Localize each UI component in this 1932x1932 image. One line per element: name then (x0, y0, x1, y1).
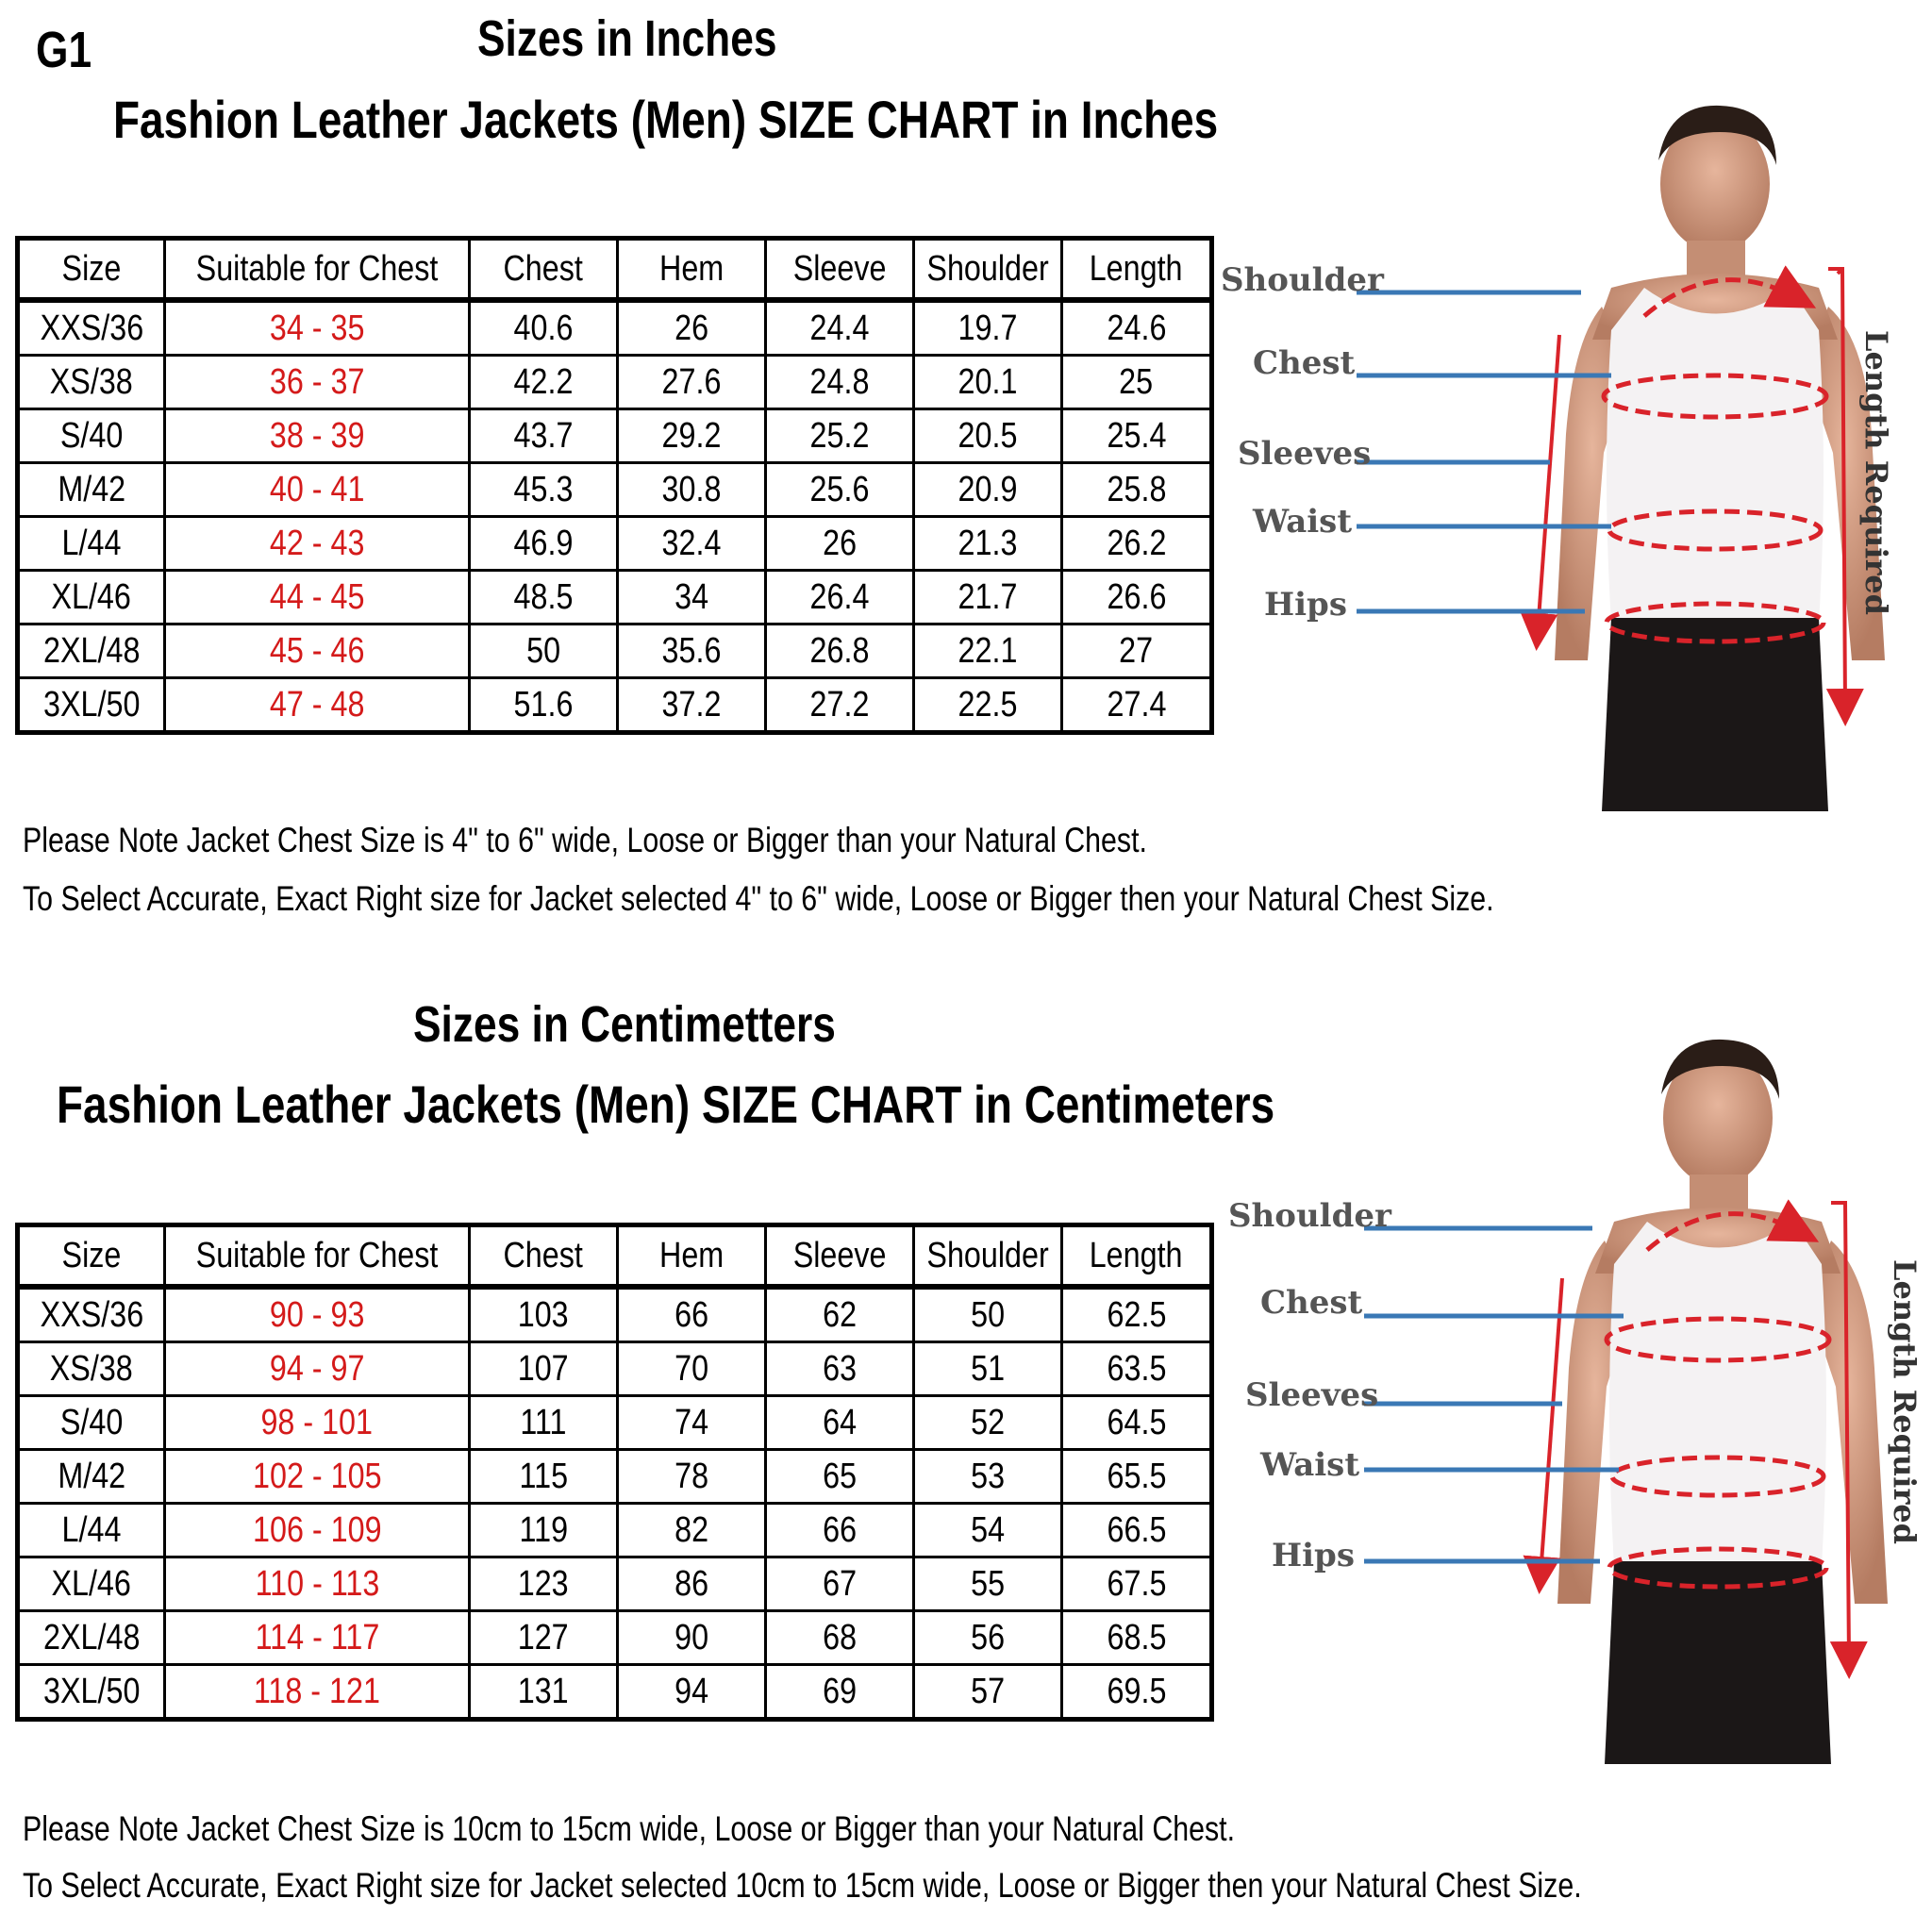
table-cell (18, 1504, 165, 1557)
inches-size-table (15, 236, 1214, 735)
cell-value: 36 - 37 (269, 361, 365, 402)
cell-value: 27.6 (661, 361, 722, 402)
table-cell (470, 571, 618, 625)
cell-value: XS/38 (49, 361, 134, 402)
chart-code: G1 (36, 22, 92, 78)
table-cell (1062, 517, 1212, 571)
cell-value: 94 - 97 (269, 1348, 365, 1389)
table-cell (470, 409, 618, 463)
cell-value: 64.5 (1107, 1402, 1166, 1442)
table-cell (766, 1504, 914, 1557)
column-header-label: Hem (658, 1235, 724, 1275)
table-cell (470, 463, 618, 517)
cell-value: 53 (971, 1456, 1005, 1496)
cell-value: 63 (823, 1348, 857, 1389)
table-cell (1062, 678, 1212, 733)
column-header-label: Chest (503, 1235, 584, 1275)
cell-value: 26 (823, 523, 857, 563)
cell-value: 38 - 39 (269, 415, 365, 456)
cell-value: L/44 (61, 523, 122, 563)
table-row (18, 1450, 1212, 1504)
cell-value: 54 (971, 1509, 1005, 1550)
cell-value: 44 - 45 (269, 576, 365, 617)
cell-value: 50 (971, 1294, 1005, 1335)
cell-value: 68.5 (1107, 1617, 1166, 1657)
cell-value: 51.6 (513, 684, 574, 724)
table-cell (18, 1611, 165, 1665)
table-cell (914, 1450, 1062, 1504)
cell-value: 45 - 46 (269, 630, 365, 671)
chest-range-cell (165, 1665, 470, 1720)
cell-value: XXS/36 (40, 308, 143, 348)
column-header (165, 239, 470, 301)
table-cell (18, 678, 165, 733)
pants (1602, 618, 1828, 811)
table-cell (618, 678, 766, 733)
table-cell (618, 463, 766, 517)
cell-value: M/42 (58, 1456, 125, 1496)
cell-value: 2XL/48 (42, 1617, 141, 1657)
label-chest-cm: Chest (1260, 1284, 1363, 1322)
label-sleeves-cm: Sleeves (1245, 1376, 1379, 1414)
table-cell (618, 1450, 766, 1504)
cell-value: 25.2 (809, 415, 870, 456)
cell-value: 65 (823, 1456, 857, 1496)
cell-value: 57 (971, 1671, 1005, 1711)
table-cell (1062, 571, 1212, 625)
table-cell (1062, 463, 1212, 517)
column-header (766, 239, 914, 301)
column-header-label: Shoulder (926, 1235, 1049, 1275)
measurement-figure-inches (1215, 94, 1932, 811)
inches-chart-title: Fashion Leather Jackets (Men) SIZE CHART in Inches (113, 90, 1219, 149)
cell-value: 66.5 (1107, 1509, 1166, 1550)
cell-value: XL/46 (51, 1563, 132, 1604)
table-cell (1062, 625, 1212, 678)
table-cell (1062, 1557, 1212, 1611)
table-cell (766, 1611, 914, 1665)
column-header (914, 1225, 1062, 1288)
cell-value: 3XL/50 (42, 684, 141, 724)
cell-value: 42.2 (513, 361, 574, 402)
table-cell (618, 356, 766, 409)
cell-value: 22.5 (958, 684, 1018, 724)
cell-value: 27.2 (809, 684, 870, 724)
cell-value: 107 (518, 1348, 569, 1389)
label-waist: Waist (1253, 503, 1353, 541)
label-waist-cm: Waist (1260, 1446, 1360, 1484)
table-row (18, 1396, 1212, 1450)
cm-chart-title: Fashion Leather Jackets (Men) SIZE CHART in Centimeters (57, 1074, 1275, 1134)
table-cell (18, 1396, 165, 1450)
table-cell (18, 1557, 165, 1611)
cell-value: 27 (1119, 630, 1154, 671)
cell-value: 127 (518, 1617, 569, 1657)
cell-value: 82 (675, 1509, 708, 1550)
table-row (18, 1287, 1212, 1342)
cell-value: 47 - 48 (269, 684, 365, 724)
cell-value: 67 (823, 1563, 857, 1604)
table-cell (914, 1665, 1062, 1720)
cell-value: 98 - 101 (260, 1402, 374, 1442)
cell-value: 26.4 (809, 576, 870, 617)
label-hips: Hips (1264, 586, 1347, 624)
column-header-label: Shoulder (926, 248, 1049, 289)
table-cell (766, 409, 914, 463)
chest-range-cell (165, 409, 470, 463)
cell-value: 46.9 (513, 523, 574, 563)
table-row (18, 625, 1212, 678)
cell-value: 123 (518, 1563, 569, 1604)
table-cell (914, 625, 1062, 678)
table-cell (766, 1342, 914, 1396)
chest-range-cell (165, 1611, 470, 1665)
cell-value: 45.3 (513, 469, 574, 509)
table-cell (1062, 1342, 1212, 1396)
cell-value: 26.6 (1107, 576, 1166, 617)
table-row (18, 463, 1212, 517)
cell-value: 19.7 (958, 308, 1018, 348)
table-cell (1062, 1450, 1212, 1504)
column-header (618, 239, 766, 301)
table-row (18, 1557, 1212, 1611)
table-row (18, 300, 1212, 356)
table-cell (618, 517, 766, 571)
column-header (1062, 239, 1212, 301)
chest-range-cell (165, 678, 470, 733)
cell-value: 69 (823, 1671, 857, 1711)
table-cell (766, 1287, 914, 1342)
table-cell (914, 1504, 1062, 1557)
table-cell (914, 1342, 1062, 1396)
table-cell (618, 625, 766, 678)
measurement-figure-cm (1223, 1028, 1932, 1764)
cell-value: 65.5 (1107, 1456, 1166, 1496)
cell-value: 90 - 93 (269, 1294, 365, 1335)
cell-value: 30.8 (661, 469, 722, 509)
cell-value: 26 (675, 308, 708, 348)
table-cell (618, 300, 766, 356)
inches-unit-title: Sizes in Inches (477, 10, 777, 67)
table-cell (18, 1665, 165, 1720)
cell-value: 94 (675, 1671, 708, 1711)
cell-value: 64 (823, 1402, 857, 1442)
cell-value: 115 (519, 1456, 568, 1496)
column-header-label: Sleeve (792, 248, 887, 289)
table-cell (1062, 1665, 1212, 1720)
label-hips-cm: Hips (1272, 1537, 1355, 1574)
cell-value: 21.3 (958, 523, 1018, 563)
table-cell (18, 571, 165, 625)
table-cell (1062, 300, 1212, 356)
table-cell (618, 1396, 766, 1450)
table-cell (470, 300, 618, 356)
label-chest: Chest (1253, 344, 1356, 382)
table-cell (618, 1665, 766, 1720)
table-cell (914, 1611, 1062, 1665)
cell-value: 78 (675, 1456, 708, 1496)
table-row (18, 1342, 1212, 1396)
cell-value: XXS/36 (40, 1294, 143, 1335)
cell-value: 63.5 (1107, 1348, 1166, 1389)
table-cell (470, 517, 618, 571)
table-cell (766, 571, 914, 625)
table-cell (914, 678, 1062, 733)
chest-range-cell (165, 1287, 470, 1342)
column-header (914, 239, 1062, 301)
table-cell (618, 1342, 766, 1396)
cell-value: 43.7 (513, 415, 574, 456)
cell-value: 103 (518, 1294, 569, 1335)
cell-value: 20.9 (958, 469, 1018, 509)
chest-range-cell (165, 625, 470, 678)
table-cell (470, 1504, 618, 1557)
table-cell (618, 571, 766, 625)
cell-value: 27.4 (1107, 684, 1166, 724)
table-cell (914, 517, 1062, 571)
label-shoulder-cm: Shoulder (1228, 1197, 1391, 1235)
cell-value: 66 (823, 1509, 857, 1550)
cell-value: 26.8 (809, 630, 870, 671)
table-cell (914, 571, 1062, 625)
cell-value: 25.8 (1107, 469, 1166, 509)
column-header-label: Suitable for Chest (195, 248, 439, 289)
column-header-label: Sleeve (792, 1235, 887, 1275)
cell-value: 52 (971, 1402, 1005, 1442)
chest-range-cell (165, 1396, 470, 1450)
cell-value: 40.6 (513, 308, 574, 348)
label-shoulder: Shoulder (1221, 261, 1384, 299)
table-row (18, 571, 1212, 625)
table-cell (618, 409, 766, 463)
table-cell (18, 300, 165, 356)
table-cell (18, 409, 165, 463)
table-cell (1062, 356, 1212, 409)
cell-value: 62.5 (1107, 1294, 1166, 1335)
cell-value: XL/46 (51, 576, 132, 617)
cell-value: 20.5 (958, 415, 1018, 456)
table-cell (18, 1450, 165, 1504)
table-cell (914, 1287, 1062, 1342)
column-header (18, 1225, 165, 1288)
column-header-label: Chest (503, 248, 584, 289)
table-cell (766, 1557, 914, 1611)
chest-range-cell (165, 1342, 470, 1396)
cell-value: 3XL/50 (42, 1671, 141, 1711)
table-row (18, 1665, 1212, 1720)
table-cell (18, 517, 165, 571)
column-header (1062, 1225, 1212, 1288)
table-cell (1062, 409, 1212, 463)
cell-value: S/40 (59, 1402, 124, 1442)
table-cell (470, 1611, 618, 1665)
cell-value: 55 (971, 1563, 1005, 1604)
cell-value: 24.6 (1107, 308, 1166, 348)
table-row (18, 517, 1212, 571)
cell-value: 118 - 121 (253, 1671, 381, 1711)
cell-value: 25.4 (1107, 415, 1166, 456)
cell-value: 69.5 (1107, 1671, 1166, 1711)
table-cell (914, 1396, 1062, 1450)
cell-value: 114 - 117 (255, 1617, 379, 1657)
cell-value: XS/38 (49, 1348, 134, 1389)
column-header-label: Hem (658, 248, 724, 289)
cell-value: 2XL/48 (42, 630, 141, 671)
table-cell (1062, 1287, 1212, 1342)
cell-value: 102 - 105 (252, 1456, 382, 1496)
cm-size-table (15, 1223, 1214, 1722)
cell-value: 22.1 (958, 630, 1018, 671)
inches-note-1: Please Note Jacket Chest Size is 4" to 6" wide, Loose or Bigger than your Natural Chest. (23, 821, 1147, 859)
table-cell (766, 1450, 914, 1504)
column-header-label: Length (1090, 248, 1183, 289)
table-cell (618, 1557, 766, 1611)
cell-value: 34 (675, 576, 708, 617)
cell-value: 26.2 (1107, 523, 1166, 563)
cm-note-2: To Select Accurate, Exact Right size for Jacket selected 10cm to 15cm wide, Loose or Bigger then your Natural Chest Size. (23, 1866, 1582, 1905)
table-row (18, 1611, 1212, 1665)
table-cell (766, 1665, 914, 1720)
cell-value: 35.6 (661, 630, 722, 671)
chest-range-cell (165, 1504, 470, 1557)
inches-note-2: To Select Accurate, Exact Right size for Jacket selected 4" to 6" wide, Loose or Bigger then your Natural Chest Size. (23, 879, 1494, 918)
table-cell (1062, 1504, 1212, 1557)
cell-value: 119 (519, 1509, 568, 1550)
table-cell (18, 356, 165, 409)
table-cell (18, 625, 165, 678)
table-cell (470, 1342, 618, 1396)
cm-note-1: Please Note Jacket Chest Size is 10cm to 15cm wide, Loose or Bigger than your Natural Chest. (23, 1809, 1236, 1848)
table-cell (470, 356, 618, 409)
table-cell (914, 300, 1062, 356)
chest-range-cell (165, 517, 470, 571)
column-header (618, 1225, 766, 1288)
cell-value: 74 (675, 1402, 708, 1442)
cell-value: 24.4 (809, 308, 870, 348)
cell-value: 32.4 (661, 523, 722, 563)
table-cell (618, 1504, 766, 1557)
table-cell (766, 1396, 914, 1450)
column-header-label: Length (1090, 1235, 1183, 1275)
cell-value: 70 (675, 1348, 708, 1389)
cell-value: 90 (675, 1617, 708, 1657)
table-cell (470, 1557, 618, 1611)
tank-top (1607, 288, 1824, 623)
cell-value: 42 - 43 (269, 523, 365, 563)
cell-value: 51 (971, 1348, 1005, 1389)
cell-value: 25 (1119, 361, 1154, 402)
table-row (18, 356, 1212, 409)
cell-value: 106 - 109 (252, 1509, 382, 1550)
table-cell (18, 463, 165, 517)
chest-range-cell (165, 1450, 470, 1504)
table-cell (470, 1396, 618, 1450)
table-cell (18, 1342, 165, 1396)
chest-range-cell (165, 300, 470, 356)
cell-value: 25.6 (809, 469, 870, 509)
cell-value: 86 (675, 1563, 708, 1604)
cell-value: 21.7 (958, 576, 1018, 617)
table-cell (766, 463, 914, 517)
cell-value: 40 - 41 (269, 469, 365, 509)
column-header-label: Suitable for Chest (195, 1235, 439, 1275)
table-row (18, 409, 1212, 463)
table-cell (766, 678, 914, 733)
chest-range-cell (165, 463, 470, 517)
table-cell (470, 678, 618, 733)
cell-value: 66 (675, 1294, 708, 1335)
table-cell (766, 300, 914, 356)
chest-range-cell (165, 571, 470, 625)
table-cell (470, 1450, 618, 1504)
cell-value: 62 (823, 1294, 857, 1335)
cell-value: 67.5 (1107, 1563, 1166, 1604)
cell-value: 50 (526, 630, 560, 671)
table-cell (618, 1611, 766, 1665)
chest-range-cell (165, 1557, 470, 1611)
table-cell (766, 625, 914, 678)
label-sleeves: Sleeves (1238, 435, 1372, 473)
table-cell (914, 409, 1062, 463)
column-header-label: Size (61, 248, 122, 289)
label-length-required: Length Required (1858, 330, 1894, 616)
cell-value: 34 - 35 (269, 308, 365, 348)
column-header (470, 1225, 618, 1288)
table-cell (470, 1665, 618, 1720)
table-cell (470, 625, 618, 678)
table-cell (618, 1287, 766, 1342)
cell-value: 110 - 113 (255, 1563, 379, 1604)
column-header (165, 1225, 470, 1288)
chest-range-cell (165, 356, 470, 409)
table-row (18, 1504, 1212, 1557)
table-cell (18, 1287, 165, 1342)
table-cell (914, 463, 1062, 517)
table-cell (914, 1557, 1062, 1611)
cell-value: 56 (971, 1617, 1005, 1657)
cell-value: 20.1 (958, 361, 1018, 402)
table-cell (766, 517, 914, 571)
table-cell (914, 356, 1062, 409)
column-header (470, 239, 618, 301)
cell-value: 48.5 (513, 576, 574, 617)
column-header-label: Size (61, 1235, 122, 1275)
table-cell (766, 356, 914, 409)
table-cell (1062, 1611, 1212, 1665)
cell-value: 24.8 (809, 361, 870, 402)
table-cell (470, 1287, 618, 1342)
cell-value: S/40 (59, 415, 124, 456)
cell-value: L/44 (61, 1509, 122, 1550)
cell-value: M/42 (58, 469, 125, 509)
column-header (18, 239, 165, 301)
cell-value: 131 (518, 1671, 569, 1711)
column-header (766, 1225, 914, 1288)
cm-unit-title: Sizes in Centimetters (413, 996, 836, 1053)
table-row (18, 678, 1212, 733)
cell-value: 37.2 (661, 684, 722, 724)
cell-value: 111 (520, 1402, 567, 1442)
label-length-required-cm: Length Required (1887, 1259, 1923, 1545)
cell-value: 68 (823, 1617, 857, 1657)
table-cell (1062, 1396, 1212, 1450)
cell-value: 29.2 (661, 415, 722, 456)
